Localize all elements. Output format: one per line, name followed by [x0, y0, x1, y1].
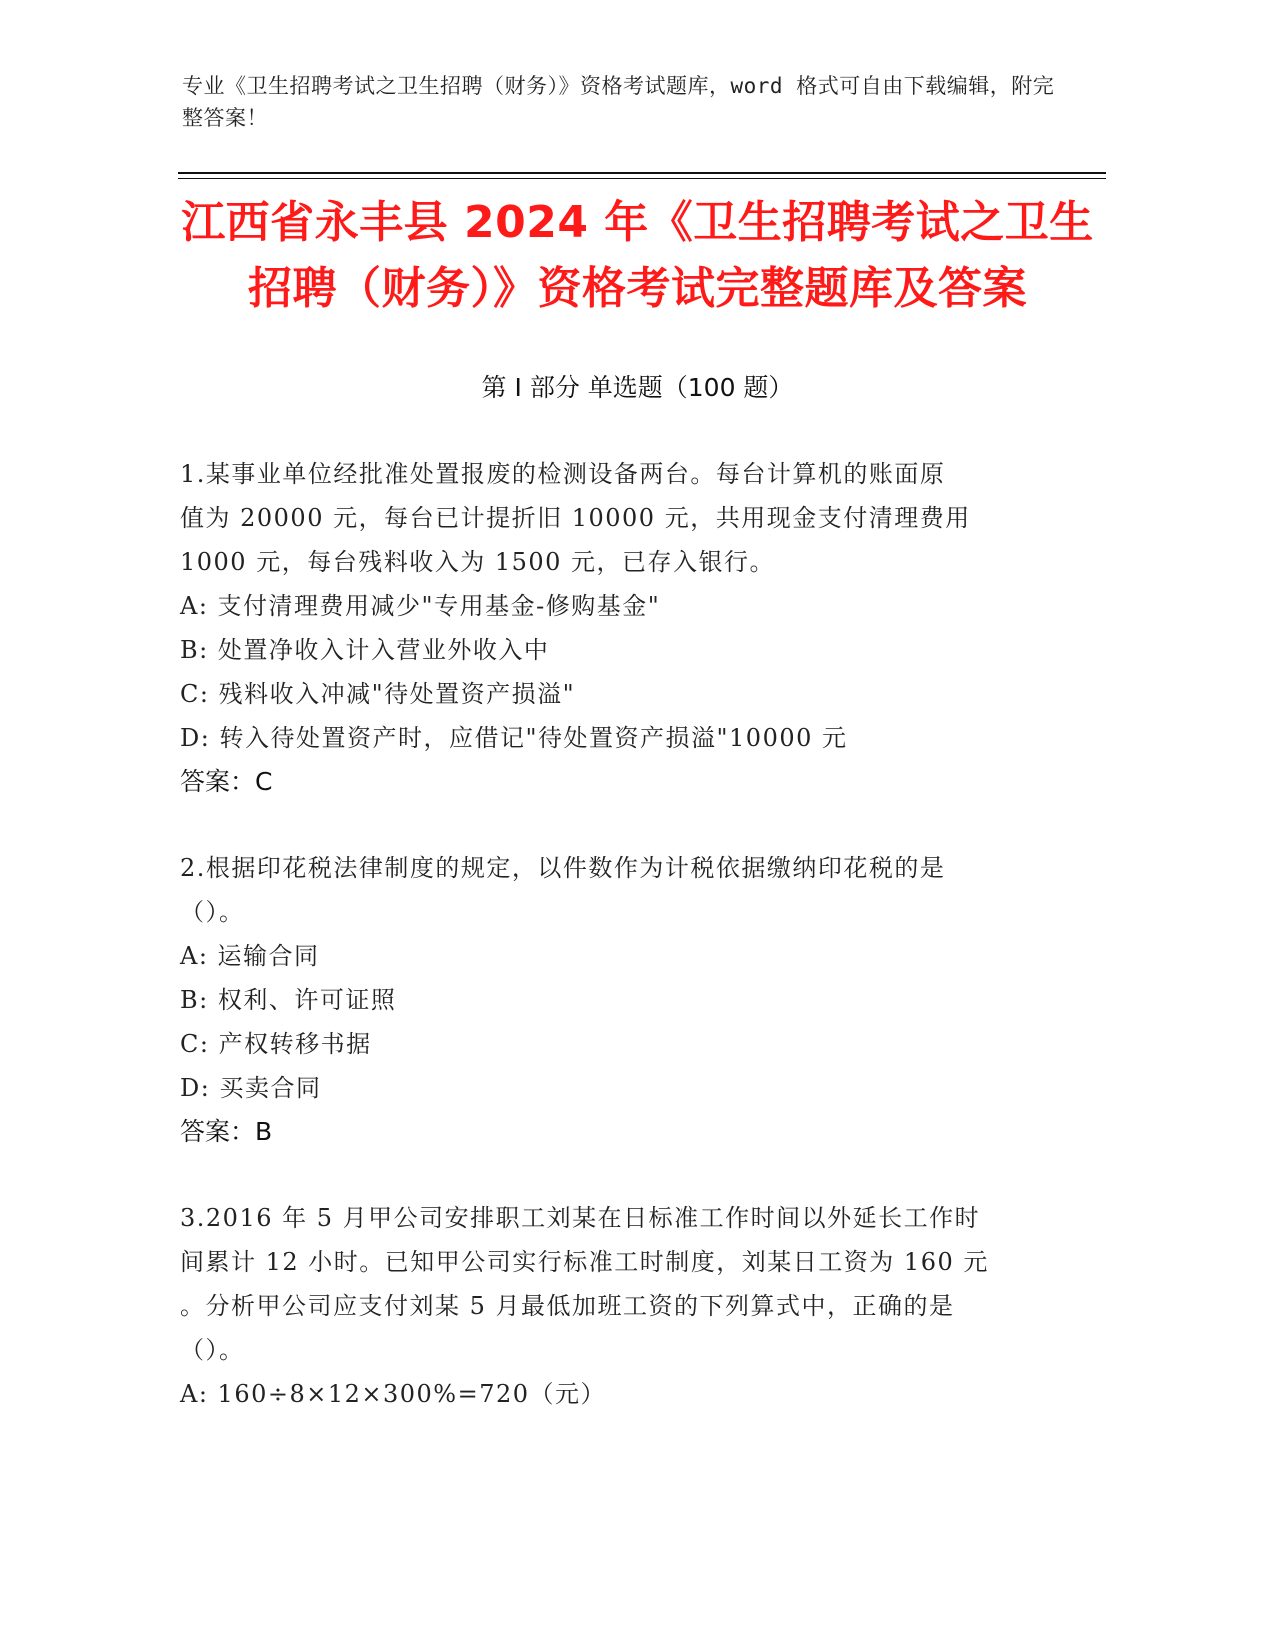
document-title-line-1: 江西省永丰县 2024 年《卫生招聘考试之卫生: [181, 197, 1094, 248]
option-a: A: 运输合同: [180, 942, 320, 970]
question-2: [180, 846, 1040, 1154]
question-stem-line: （）。: [180, 898, 245, 926]
question-stem-line: 2.根据印花税法律制度的规定，以件数作为计税依据缴纳印花税的是: [180, 854, 946, 882]
header-divider-thin: [178, 178, 1106, 179]
question-stem-line: 1.某事业单位经批准处置报废的检测设备两台。每台计算机的账面原: [180, 460, 946, 488]
question-stem-line: 1000 元，每台残料收入为 1500 元，已存入银行。: [180, 548, 776, 576]
question-stem-line: 间累计 12 小时。已知甲公司实行标准工时制度，刘某日工资为 160 元: [180, 1248, 989, 1276]
option-b: B: 权利、许可证照: [180, 986, 397, 1014]
document-title: [150, 190, 1125, 322]
option-a: A: 支付清理费用减少"专用基金-修购基金": [180, 592, 661, 620]
option-d: D: 转入待处置资产时，应借记"待处置资产损溢"10000 元: [180, 724, 848, 752]
question-1: [180, 452, 1040, 804]
header-note: 专业《卫生招聘考试之卫生招聘（财务）》资格考试题库，word 格式可自由下载编辑，附完整答案！: [182, 74, 1055, 130]
answer-label: 答案：C: [180, 767, 273, 796]
section-title: 第 I 部分 单选题（100 题）: [481, 373, 794, 402]
question-list: [180, 452, 1040, 1458]
question-stem-line: 值为 20000 元，每台已计提折旧 10000 元，共用现金支付清理费用: [180, 504, 971, 532]
option-c: C: 产权转移书据: [180, 1030, 372, 1058]
option-c: C: 残料收入冲减"待处置资产损溢": [180, 680, 576, 708]
question-stem-line: 。分析甲公司应支付刘某 5 月最低加班工资的下列算式中，正确的是: [180, 1292, 955, 1320]
question-stem-line: （）。: [180, 1336, 245, 1364]
question-3: [180, 1196, 1040, 1416]
question-stem-line: 3.2016 年 5 月甲公司安排职工刘某在日标准工作时间以外延长工作时: [180, 1204, 981, 1232]
option-a: A: 160÷8×12×300%=720（元）: [180, 1380, 607, 1408]
option-d: D: 买卖合同: [180, 1074, 322, 1102]
option-b: B: 处置净收入计入营业外收入中: [180, 636, 550, 664]
answer-label: 答案：B: [180, 1117, 273, 1146]
document-title-line-2: 招聘（财务）》资格考试完整题库及答案: [248, 263, 1027, 314]
header-divider-thick: [178, 172, 1106, 174]
